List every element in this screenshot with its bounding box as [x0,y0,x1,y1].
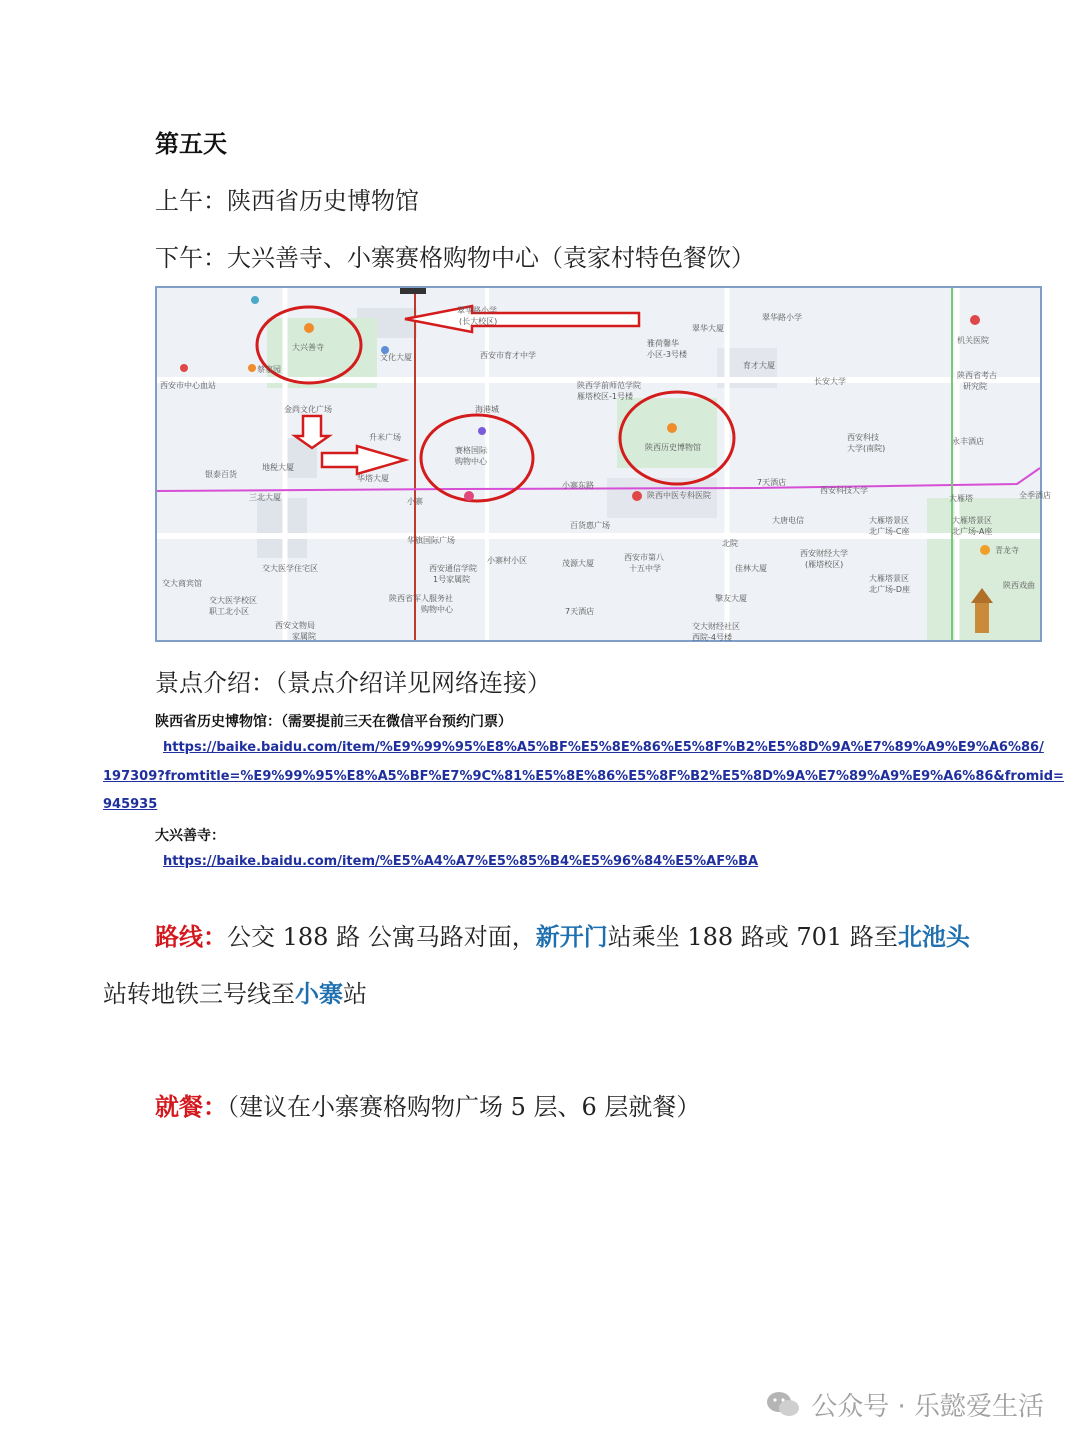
svg-text:7天酒店: 7天酒店 [757,478,787,487]
svg-text:全季酒店: 全季酒店 [1019,491,1051,500]
svg-text:翠华大厦: 翠华大厦 [692,324,724,333]
svg-text:三北大厦: 三北大厦 [249,493,281,502]
watermark [765,1386,1044,1423]
svg-text:机关医院: 机关医院 [957,336,989,345]
svg-text:西安市中心血站: 西安市中心血站 [160,381,216,390]
svg-text:交大商宾馆: 交大商宾馆 [162,579,202,588]
svg-text:佳林大厦: 佳林大厦 [735,564,767,573]
watermark-text: 公众号 · 乐懿爱生活 [811,1392,1044,1422]
svg-text:7天酒店: 7天酒店 [565,607,595,616]
svg-text:雁塔校区-1号楼: 雁塔校区-1号楼 [577,392,633,401]
svg-text:海港城: 海港城 [475,405,499,414]
museum-link-line3[interactable]: 945935 [103,797,158,812]
svg-text:华旗国际广场: 华旗国际广场 [407,536,455,545]
svg-text:华塔大厦: 华塔大厦 [357,474,389,483]
svg-text:北广场-C座: 北广场-C座 [869,527,910,536]
svg-text:陕西中医专科医院: 陕西中医专科医院 [647,491,711,500]
museum-link-line2[interactable]: 197309?fromtitle=%E9%99%95%E8%A5%BF%E7%9C%81%E5%8E%86%E5%8F%B2%E5%8D%9A%E7%89%A9%E9%A6%86&fromid= [103,769,1064,784]
museum-link-line1[interactable]: https://baike.baidu.com/item/%E9%99%95%E8%A5%BF%E5%8E%86%E5%8F%B2%E5%8D%9A%E7%89%A9%E9%A6%86/ [163,740,1044,755]
svg-text:大雁塔景区: 大雁塔景区 [952,516,992,525]
stop-xiaozhai: 小寨 [295,979,343,1008]
stop-beichitou: 北池头 [897,922,970,951]
map-label-xiaozhai-east: 小寨东路 [562,481,594,490]
svg-text:陕西学前师范学院: 陕西学前师范学院 [577,381,641,390]
svg-text:西安市育才中学: 西安市育才中学 [480,351,536,360]
svg-text:家属院: 家属院 [292,632,316,641]
route-line-2: 站转地铁三号线至小寨站 [103,979,367,1008]
day-title: 第五天 [155,130,227,158]
svg-text:交大医学住宅区: 交大医学住宅区 [262,564,318,573]
svg-text:大学(南院): 大学(南院) [847,444,886,453]
svg-text:茂源大厦: 茂源大厦 [562,559,594,568]
svg-text:小寨村小区: 小寨村小区 [487,556,527,565]
attraction-museum: 陕西省历史博物馆：（需要提前三天在微信平台预约门票） [155,714,512,730]
svg-text:青龙寺: 青龙寺 [995,546,1019,555]
svg-text:擎友大厦: 擎友大厦 [715,594,747,603]
svg-text:小区-3号楼: 小区-3号楼 [647,350,687,359]
attraction-dxss: 大兴善寺： [155,828,225,844]
svg-text:交大财经社区: 交大财经社区 [692,622,740,631]
dining-label: 就餐： [155,1092,227,1121]
intro-heading: 景点介绍：（景点介绍详见网络连接） [155,669,551,697]
svg-text:大雁塔: 大雁塔 [949,494,973,503]
svg-text:育才大厦: 育才大厦 [743,361,775,370]
morning-plan: 上午：陕西省历史博物馆 [155,187,419,215]
map-label-xiaozhai: 小寨 [407,497,423,506]
wechat-icon [765,1390,801,1420]
route-line-1: 路线：公交 188 路 公寓马路对面，新开门站乘坐 188 路或 701 路至北池头 [155,922,970,951]
svg-text:十五中学: 十五中学 [629,564,661,573]
svg-text:雅荷馨华: 雅荷馨华 [647,339,679,348]
svg-text:北院: 北院 [722,539,738,548]
map-canvas [157,288,1051,642]
svg-text:永丰酒店: 永丰酒店 [952,437,984,446]
map-label-saige: 赛格国际 [455,446,487,455]
svg-text:西院-4号楼: 西院-4号楼 [692,633,732,642]
svg-text:翠华路小学: 翠华路小学 [457,306,497,315]
svg-text:长安大学: 长安大学 [814,377,846,386]
svg-text:地税大厦: 地税大厦 [262,463,294,472]
map-label-dxss: 大兴善寺 [292,343,324,352]
svg-text:陕西省考古: 陕西省考古 [957,371,997,380]
svg-text:购物中心: 购物中心 [421,605,453,614]
svg-text:职工北小区: 职工北小区 [209,607,249,616]
svg-text:翠华路小学: 翠华路小学 [762,313,802,322]
svg-text:文化大厦: 文化大厦 [380,353,412,362]
svg-text:蔡家园: 蔡家园 [257,365,281,374]
afternoon-plan: 下午：大兴善寺、小寨赛格购物中心（袁家村特色餐饮） [155,244,755,272]
svg-text:西安财经大学: 西安财经大学 [800,549,848,558]
svg-text:百货惠广场: 百货惠广场 [570,521,610,530]
svg-text:西安科技大学: 西安科技大学 [820,486,868,495]
dining-line: 就餐：（建议在小寨赛格购物广场 5 层、6 层就餐） [155,1092,701,1121]
svg-text:陕西戏曲: 陕西戏曲 [1003,581,1035,590]
svg-text:大雁塔景区: 大雁塔景区 [869,574,909,583]
stop-xinkaimen: 新开门 [535,922,608,951]
svg-text:西安市第八: 西安市第八 [624,553,664,562]
svg-text:西安文物局: 西安文物局 [275,621,315,630]
svg-text:研究院: 研究院 [963,382,987,391]
svg-text:(长大校区): (长大校区) [459,317,498,326]
route-label: 路线： [155,922,227,951]
svg-text:交大医学校区: 交大医学校区 [209,596,257,605]
svg-text:金尚文化广场: 金尚文化广场 [284,405,332,414]
svg-text:1号家属院: 1号家属院 [433,575,471,584]
route-map [155,286,1051,642]
svg-text:大唐电信: 大唐电信 [772,516,804,525]
svg-text:大雁塔景区: 大雁塔景区 [869,516,909,525]
map-label-museum: 陕西历史博物馆 [645,443,701,452]
svg-text:北广场-A座: 北广场-A座 [952,527,993,536]
svg-text:升米广场: 升米广场 [369,433,401,442]
svg-text:银泰百货: 银泰百货 [205,470,237,479]
svg-text:陕西省军人服务社: 陕西省军人服务社 [389,594,453,603]
dxss-link[interactable]: https://baike.baidu.com/item/%E5%A4%A7%E5%85%B4%E5%96%84%E5%AF%BA [163,854,759,869]
map-label-saige2: 购物中心 [455,457,487,466]
svg-text:西安通信学院: 西安通信学院 [429,564,477,573]
svg-text:(雁塔校区): (雁塔校区) [805,560,844,569]
svg-text:北广场-D座: 北广场-D座 [869,585,911,594]
svg-text:西安科技: 西安科技 [847,433,879,442]
